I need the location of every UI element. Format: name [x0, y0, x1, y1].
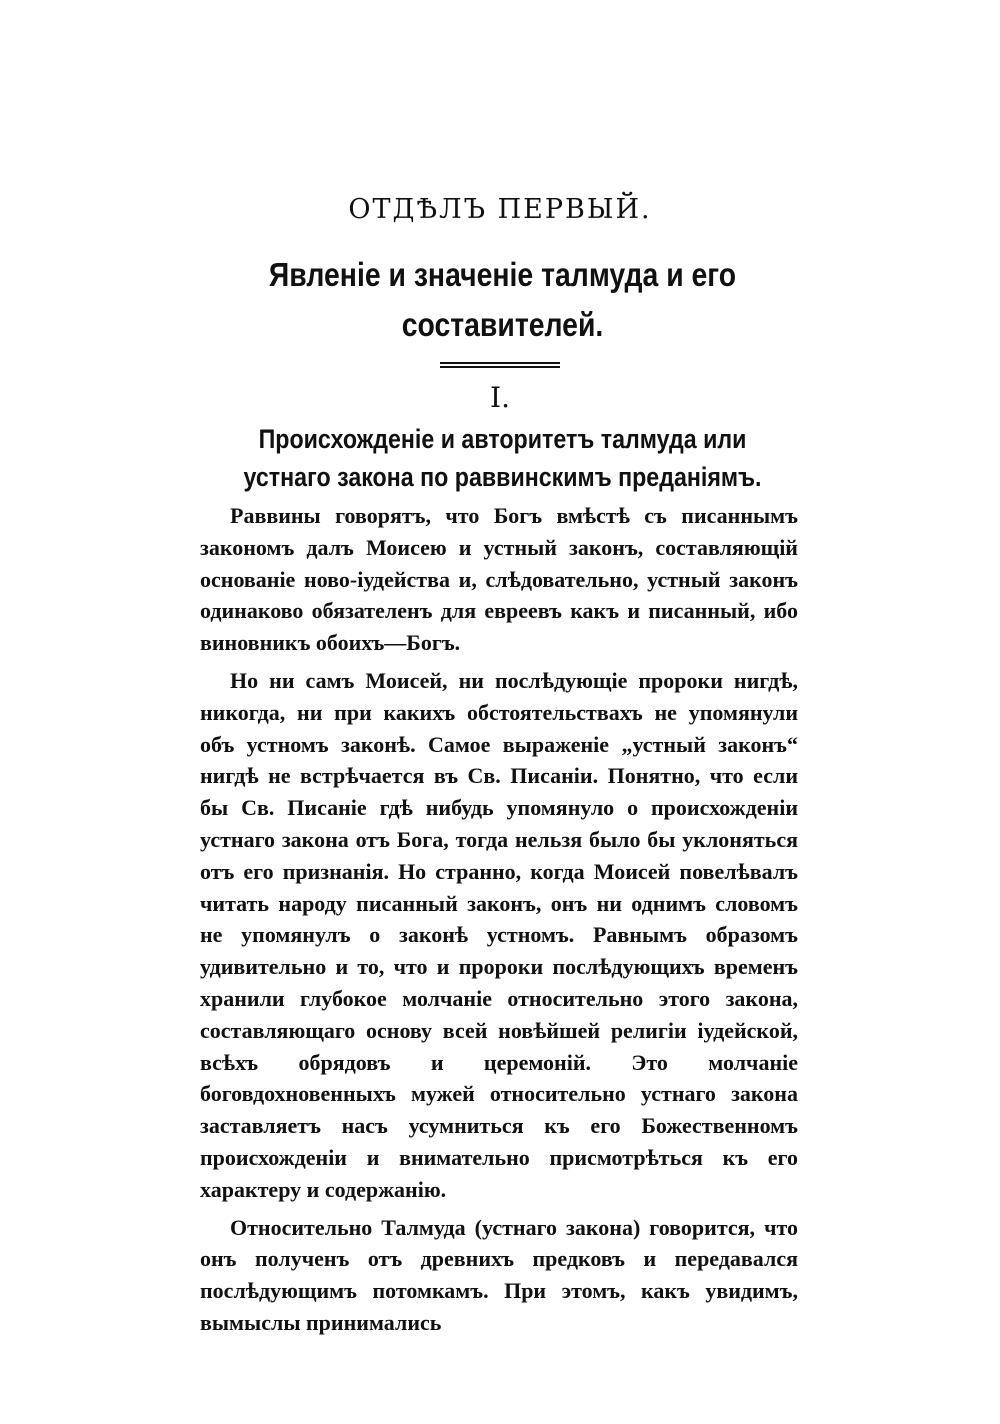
decorative-divider — [440, 362, 560, 368]
section-title: Происхожденіе и авторитетъ талмуда или устнаго закона по раввинскимъ преданіямъ. — [243, 424, 762, 492]
part-subtitle: Явленіе и значеніе талмуда и его составителей. — [268, 256, 737, 343]
paragraph: Раввины говорятъ, что Богъ вмѣстѣ съ писаннымъ закономъ далъ Моисею и устный законъ, составляющій основаніе ново-іудейства и, слѣдовательно, устный законъ одинаково обязателенъ для евреевъ какъ и писанный, ибо виновникъ обоихъ—Богъ. — [200, 503, 798, 656]
body-text — [200, 500, 798, 1345]
part-title: ОТДѢЛЪ ПЕРВЫЙ. — [348, 194, 652, 225]
section-number: I. — [490, 381, 510, 414]
paragraph: Относительно Талмуда (устнаго закона) говорится, что онъ полученъ отъ древнихъ предковъ и передавался послѣдующимъ потомкамъ. При этомъ, какъ увидимъ, вымыслы принимались — [200, 1214, 798, 1335]
paragraph: Но ни самъ Моисей, ни послѣдующіе пророки нигдѣ, никогда, ни при какихъ обстоятельствахъ не упомянули объ устномъ законѣ. Самое выраженіе „устный законъ“ нигдѣ не встрѣчается въ Св. Писаніи. Понятно, что если бы Св. Писаніе гдѣ нибудь упомянуло о происхожденіи устнаго закона отъ Бога, тогда нельзя было бы уклоняться отъ его признанія. Но странно, когда Моисей повелѣвалъ читать народу писанный законъ, онъ ни однимъ словомъ не упомянулъ о законѣ устномъ. Равнымъ образомъ удивительно и то, что и пророки послѣдующихъ временъ хранили глубокое молчаніе относительно этого закона, составляющаго основу всей новѣйшей религіи іудейской, всѣхъ обрядовъ и церемоній. Это молчаніе боговдохновенныхъ мужей относительно устнаго закона заставляетъ насъ усумниться къ его Божественномъ происхожденіи и внимательно присмотрѣться къ его характеру и содержанію. — [200, 667, 798, 1202]
